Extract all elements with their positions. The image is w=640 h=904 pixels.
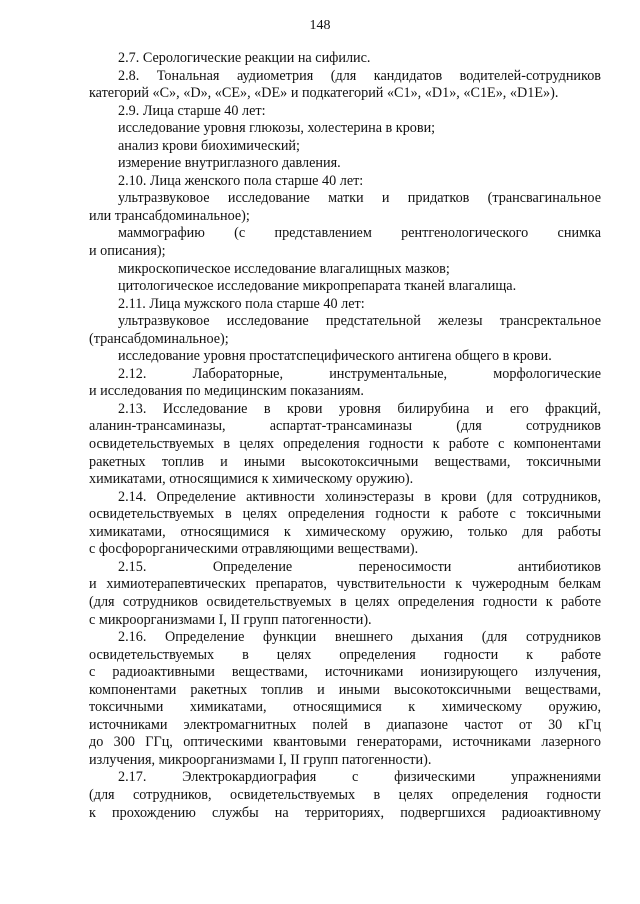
text-line: к прохождению службы на территориях, подвергшихся радиоактивному: [89, 804, 601, 821]
text-line: компонентами ракетных топлив и иными высокотоксичными веществами,: [89, 681, 601, 698]
text-line: 2.7. Серологические реакции на сифилис.: [118, 50, 371, 66]
text-line: 2.13. Исследование в крови уровня билирубина и его фракций,: [118, 400, 601, 417]
text-line: 2.10. Лица женского пола старше 40 лет:: [118, 172, 364, 189]
text-line: 2.14. Определение активности холинэстеразы в крови (для сотрудников,: [118, 488, 601, 505]
text-line: аланин-трансаминазы, аспартат-трансаминазы (для сотрудников: [89, 418, 601, 435]
text-line: излучения, микроорганизмами I, II групп патогенности).: [89, 751, 432, 768]
text-line: токсичными химикатами, относящимися к химическому оружию,: [89, 699, 601, 716]
text-line: с фосфорорганическими отравляющими веществами).: [89, 541, 419, 558]
text-line: 2.15. Определение переносимости антибиотиков: [118, 558, 601, 575]
text-line: микроскопическое исследование влагалищных мазков;: [118, 260, 450, 277]
document-body: [89, 50, 601, 822]
text-line: ультразвуковое исследование матки и придатков (трансвагинальное: [118, 190, 601, 207]
text-line: 2.16. Определение функции внешнего дыхания (для сотрудников: [118, 629, 601, 646]
page-number: 148: [309, 18, 331, 33]
text-line: 2.8. Тональная аудиометрия (для кандидатов водителей-сотрудников: [118, 67, 601, 84]
text-line: анализ крови биохимический;: [118, 137, 300, 154]
text-line: исследование уровня глюкозы, холестерина в крови;: [118, 120, 436, 137]
text-line: (трансабдоминальное);: [89, 330, 229, 347]
text-line: измерение внутриглазного давления.: [118, 155, 341, 172]
text-line: исследование уровня простатспецифического антигена общего в крови.: [118, 348, 552, 365]
text-line: или трансабдоминальное);: [89, 207, 250, 224]
text-line: категорий «С», «D», «СЕ», «DE» и подкатегорий «С1», «D1», «С1Е», «D1Е»).: [89, 85, 559, 102]
text-line: и химиотерапевтических препаратов, чувствительности к чужеродным белкам: [89, 576, 601, 593]
text-line: ультразвуковое исследование предстательной железы трансректальное: [118, 313, 601, 330]
text-line: (для сотрудников освидетельствуемых в целях определения годности к работе: [89, 593, 601, 610]
text-line: 2.12. Лабораторные, инструментальные, морфологические: [118, 365, 601, 382]
text-line: маммографию (с представлением рентгенологического снимка: [118, 225, 601, 242]
text-line: 2.17. Электрокардиография с физическими упражнениями: [118, 769, 601, 786]
text-line: цитологическое исследование микропрепарата тканей влагалища.: [118, 278, 517, 295]
text-line: с микроорганизмами I, II групп патогенности).: [89, 611, 372, 628]
text-line: и описания);: [89, 243, 166, 260]
text-line: (для сотрудников, освидетельствуемых в целях определения годности: [89, 786, 601, 803]
text-line: 2.11. Лица мужского пола старше 40 лет:: [118, 295, 365, 312]
text-line: химикатами, относящимися к химическому оружию, только для работы: [89, 523, 601, 540]
text-line: химикатами, относящимися к химическому оружию).: [89, 471, 414, 488]
text-line: освидетельствуемых в целях определения годности к работе: [89, 646, 601, 663]
text-line: с радиоактивными веществами, источниками ионизирующего излучения,: [89, 664, 601, 681]
text-line: и исследования по медицинским показаниям.: [89, 383, 364, 400]
text-line: до 300 ГГц, оптическими квантовыми генераторами, источниками лазерного: [89, 734, 601, 751]
text-line: освидетельствуемых в целях определения годности к работе с токсичными: [89, 506, 601, 523]
text-line: освидетельствуемых в целях определения годности к работе с компонентами: [89, 436, 601, 453]
text-line: источниками электромагнитных полей в диапазоне частот от 30 кГц: [89, 716, 601, 733]
text-line: ракетных топлив и иными высокотоксичными веществами, токсичными: [89, 453, 601, 470]
text-line: 2.9. Лица старше 40 лет:: [118, 102, 266, 119]
